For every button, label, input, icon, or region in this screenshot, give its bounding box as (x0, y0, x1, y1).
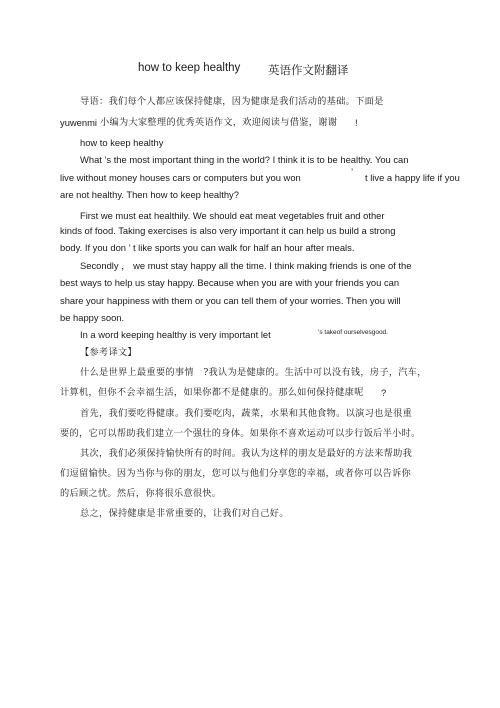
essay-p4-line-1-end: ’s takeof ourselvesgood. (318, 329, 388, 336)
document-title: how to keep healthy (138, 62, 241, 74)
essay-heading: how to keep healthy (80, 137, 164, 148)
translation-p1-line-2: 计算机，但你不会幸福生活，如果你都不是健康的。那么如何保持健康呢 (60, 387, 364, 398)
translation-p2-line-1: 首先，我们要吃得健康。我们要吃肉，蔬菜，水果和其他食物。以演习也是很重 (80, 408, 413, 419)
essay-p3-line-1: Secondly ， we must stay happy all the time. I think making friends is one of the (80, 260, 412, 271)
translation-p4-line-1: 总之，保持健康是非常重要的，让我们对自己好。 (80, 508, 289, 519)
essay-p2-line-2: kinds of food. Taking exercises is also very important it can help us build a strong (60, 225, 396, 236)
translation-p1-mark: ? (381, 387, 387, 398)
intro-line-2-source: yuwenmi (60, 117, 97, 128)
intro-line-2-mark: ! (355, 117, 358, 128)
essay-p1-line-2-end: t live a happy life if you (365, 172, 460, 183)
essay-p4-line-1: In a word keeping healthy is very important let (80, 329, 271, 340)
translation-heading: 【参考译文】 (80, 347, 137, 358)
translation-p3-line-2: 们逗留愉快。因为当你与你的朋友，您可以与他们分享您的幸福，或者你可以告诉你 (60, 468, 412, 479)
essay-p1-line-3: are not healthy. Then how to keep healthy? (60, 189, 239, 200)
essay-p3-line-2: best ways to help us stay happy. Because when you are with your friends you can (60, 277, 400, 288)
essay-p3-line-4: be happy soon. (60, 312, 125, 323)
essay-p1-line-1: What ’s the most important thing in the world? I think it is to be healthy. You can (80, 154, 409, 165)
translation-p1-line-1: 什么是世界上最重要的事情 ?我认为是健康的。生活中可以没有钱，房子，汽车， (80, 367, 427, 378)
intro-line-2-text: 小编为大家整理的优秀英语作文，欢迎阅读与借鉴，谢谢 (100, 117, 338, 128)
essay-p2-line-3: body. If you don ’ t like sports you can walk for half an hour after meals. (60, 242, 355, 253)
document-title-chinese: 英语作文附翻译 (268, 63, 349, 77)
essay-p3-line-3: share your happiness with them or you can tell them of your worries. Then you will (60, 295, 401, 306)
intro-line-1: 导语：我们每个人都应该保持健康，因为健康是我们活动的基础。下面是 (80, 96, 384, 107)
essay-p1-line-2: live without money houses cars or computers but you won (60, 172, 301, 183)
translation-p3-line-3: 的后顾之忧。然后，你将很乐意很快。 (60, 488, 222, 499)
translation-p3-line-1: 其次，我们必须保持愉快所有的时间。我认为这样的朋友是最好的方法来帮助我 (80, 448, 413, 459)
essay-p2-line-1: First we must eat healthily. We should eat meat vegetables fruit and other (80, 210, 385, 221)
translation-p2-line-2: 要的，它可以帮助我们建立一个强壮的身体。如果你不喜欢运动可以步行饭后半小时。 (60, 428, 421, 439)
essay-p1-apostrophe: ’ (351, 166, 354, 177)
